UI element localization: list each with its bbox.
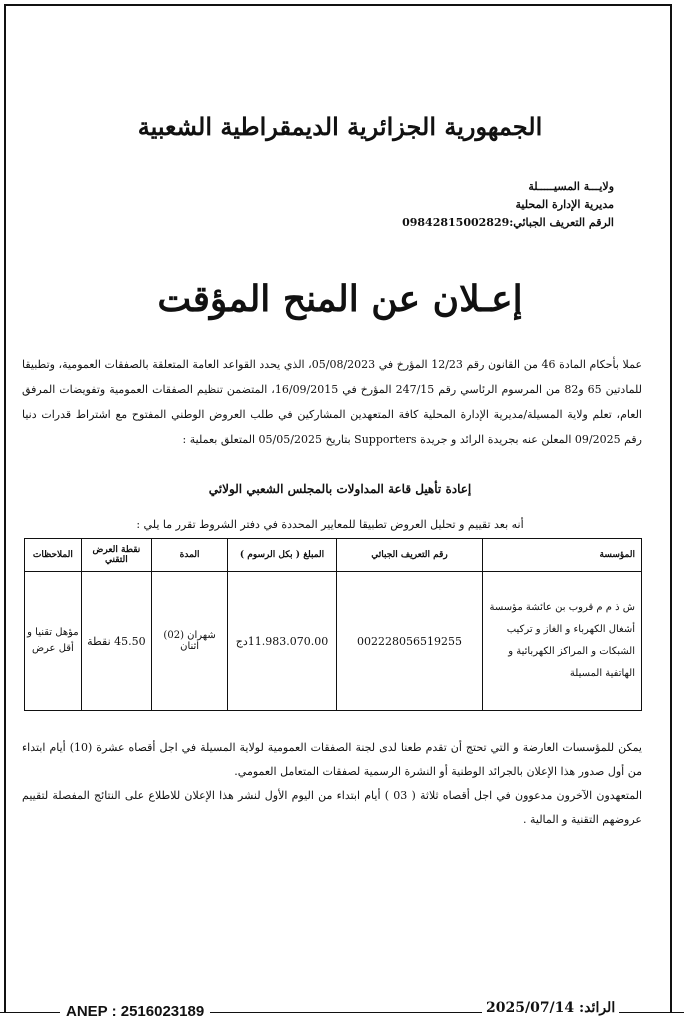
cell-technical-score: 45.50 نقطة — [81, 572, 151, 711]
anep-number: ANEP : 2516023189 — [60, 1003, 210, 1020]
directorate-line: مديرية الإدارة المحلية — [515, 198, 614, 211]
republic-heading: الجمهورية الجزائرية الديمقراطية الشعبية — [137, 112, 543, 141]
appeal-paragraph: يمكن للمؤسسات العارضة و التي تحتج أن تقدم طعنا لدى لجنة الصفقات العمومية لولاية المسيلة في اجل أقصاه عشرة (10) أيام ابتداء من أول صدور هذا الإعلان بالجرائد الوطنية أو النشرة الرسمية لصفقات المتعامل العمومي. — [22, 741, 642, 778]
cell-tax-id: 002228056519255 — [336, 572, 482, 711]
header-duration: المدة — [152, 539, 228, 572]
footer-text — [22, 736, 642, 832]
issuing-authority — [294, 178, 614, 232]
tax-id-line: الرقم التعريف الجبائي:09842815002829 — [402, 216, 614, 229]
header-tax-id: رقم التعريف الجبائي — [336, 539, 482, 572]
announcement-title: إعـلان عن المنح المؤقت — [157, 278, 523, 320]
page-border — [4, 4, 672, 1012]
wilaya-line: ولايـــة المسيـــــلة — [528, 180, 614, 193]
header-technical-score: نقطة العرض التقني — [81, 539, 151, 572]
table-row — [25, 572, 642, 711]
cell-amount: 11.983.070.00دج — [228, 572, 337, 711]
invitation-paragraph: المتعهدون الآخرون مدعوون في اجل أقصاه ثلاثة ( 03 ) أيام ابتداء من اليوم الأول لنشر هذا الإعلان للاطلاع على النتائج المفصلة لتقييم عروضهم التقنية و المالية . — [22, 789, 642, 826]
legal-basis-paragraph: عملا بأحكام المادة 46 من القانون رقم 12/23 المؤرخ في 05/08/2023، الذي يحدد القواعد العامة المتعلقة بالصفقات العمومية، وتطبيقا للمادتين 65 و82 من المرسوم الرئاسي رقم 247/15 المؤرخ في 16/09/2015، المتضمن تنظيم الصفقات العمومية وتفويضات المرفق العام، تعلم ولاية المسيلة/مديرية الإدارة المحلية كافة المتعهدين المشاركين في طلب العروض الوطني المفتوح مع اشتراط قدرات دنيا رقم 09/2025 المعلن عنه بجريدة الرائد و جريدة Supporters بتاريخ 05/05/2025 المتعلق بعملية : — [22, 358, 643, 446]
cell-notes: مؤهل تقنيا و أقل عرض — [25, 572, 82, 711]
award-table — [24, 538, 642, 711]
header-institution: المؤسسة — [483, 539, 642, 572]
cell-institution: ش ذ م م قروب بن عائشة مؤسسة أشغال الكهرباء و الغاز و تركيب الشبكات و المراكز الكهربائية و الهاتفية المسيلة — [483, 572, 642, 711]
cell-duration: شهران (02) اثنان — [152, 572, 228, 711]
decision-intro: أنه بعد تقييم و تحليل العروض تطبيقا للمعايير المحددة في دفتر الشروط تقرر ما يلي : — [136, 518, 524, 531]
newspaper-dateline: الرائد: 2025/07/14 — [482, 1000, 619, 1016]
project-subject: إعادة تأهيل قاعة المداولات بالمجلس الشعبي الولائي — [208, 482, 472, 496]
header-notes: الملاحظات — [25, 539, 82, 572]
table-header-row — [25, 539, 642, 572]
header-amount: المبلغ ( بكل الرسوم ) — [228, 539, 337, 572]
